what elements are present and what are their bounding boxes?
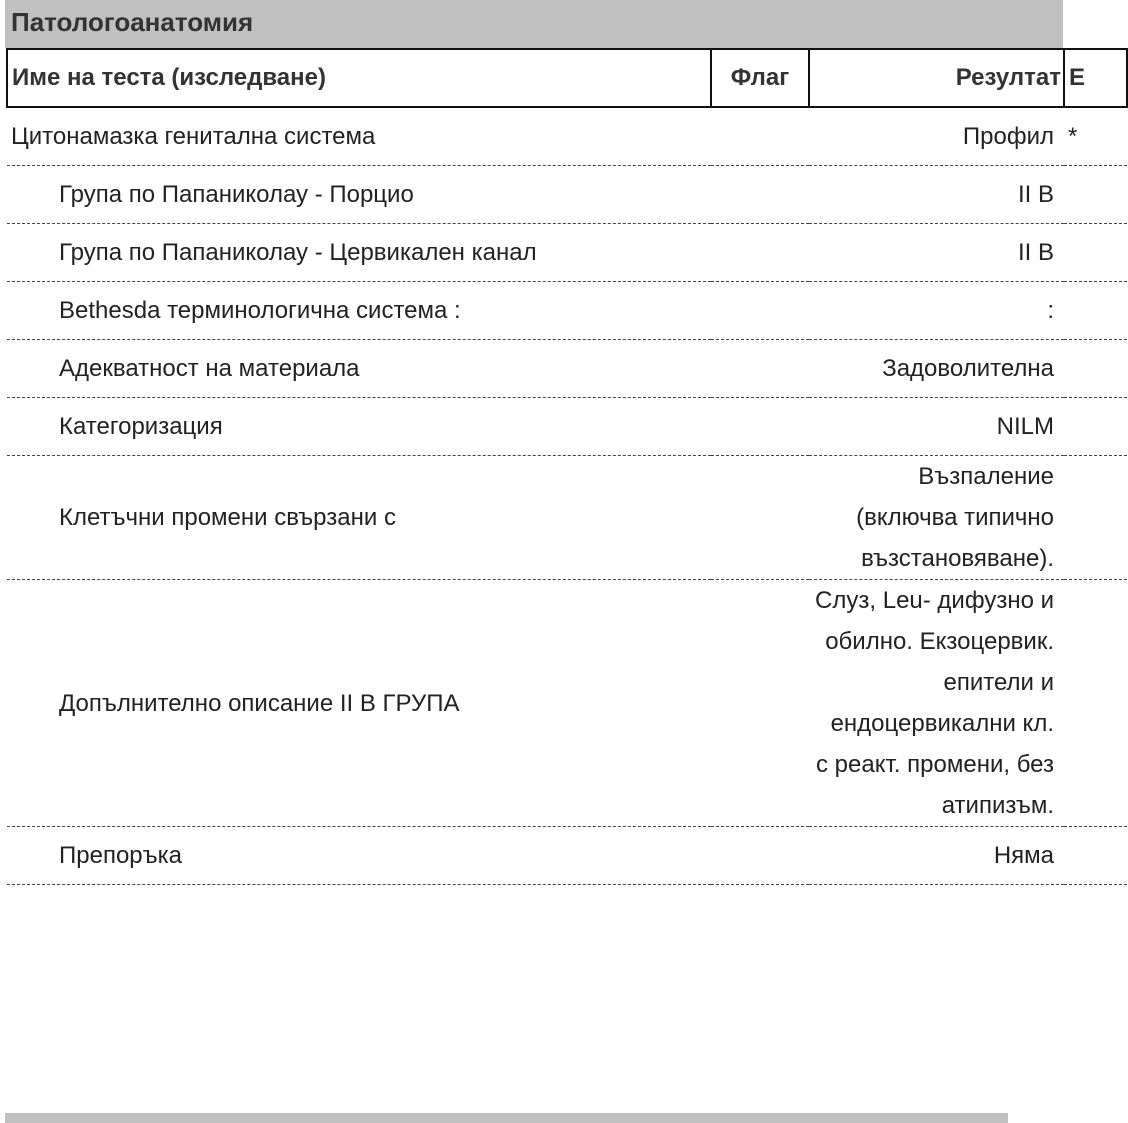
cell-result: NILM (809, 398, 1064, 456)
table-row (7, 224, 1127, 282)
results-table (6, 48, 1128, 885)
header-result: Резултат (809, 49, 1064, 107)
cell-flag (711, 456, 809, 580)
cell-flag (711, 224, 809, 282)
cell-flag (711, 340, 809, 398)
header-test-name: Име на теста (изследване) (7, 49, 711, 107)
table-row (7, 282, 1127, 340)
cell-extra (1064, 340, 1127, 398)
cell-extra (1064, 398, 1127, 456)
cell-flag (711, 166, 809, 224)
cell-name: Препоръка (7, 827, 711, 885)
table-header-row (7, 49, 1127, 107)
cell-extra (1064, 827, 1127, 885)
table-row (7, 398, 1127, 456)
table-row (7, 166, 1127, 224)
cell-flag (711, 827, 809, 885)
cell-result: Няма (809, 827, 1064, 885)
cell-flag (711, 580, 809, 827)
cell-flag (711, 398, 809, 456)
cell-name: Адекватност на материала (7, 340, 711, 398)
cell-result: : (809, 282, 1064, 340)
cell-result: Възпаление (включва типично възстановяване). (809, 456, 1064, 580)
table-row (7, 107, 1127, 166)
cell-name: Клетъчни промени свързани с (7, 456, 711, 580)
cell-name: Група по Папаниколау - Цервикален канал (7, 224, 711, 282)
cell-result: Профил (809, 107, 1064, 166)
cell-extra (1064, 456, 1127, 580)
table-row (7, 456, 1127, 580)
cell-flag (711, 107, 809, 166)
cell-flag (711, 282, 809, 340)
table-row (7, 340, 1127, 398)
next-section-bar (5, 1113, 1008, 1123)
cell-result: Задоволителна (809, 340, 1064, 398)
header-flag: Флаг (711, 49, 809, 107)
cell-name: Допълнително описание II В ГРУПА (7, 580, 711, 827)
cell-result: II В (809, 166, 1064, 224)
header-extra: Е (1064, 49, 1127, 107)
cell-extra (1064, 282, 1127, 340)
section-title: Патологоанатомия (5, 0, 1063, 48)
cell-extra (1064, 224, 1127, 282)
cell-extra: * (1064, 107, 1127, 166)
cell-name: Категоризация (7, 398, 711, 456)
cell-extra (1064, 580, 1127, 827)
table-row (7, 827, 1127, 885)
cell-result: II В (809, 224, 1064, 282)
table-row (7, 580, 1127, 827)
cell-extra (1064, 166, 1127, 224)
cell-name: Цитонамазка генитална система (7, 107, 711, 166)
cell-result: Слуз, Leu- дифузно и обилно. Екзоцервик. епители и ендоцервикални кл. с реакт. промени, без атипизъм. (809, 580, 1064, 827)
cell-name: Bethesda терминологична система : (7, 282, 711, 340)
cell-name: Група по Папаниколау - Порцио (7, 166, 711, 224)
